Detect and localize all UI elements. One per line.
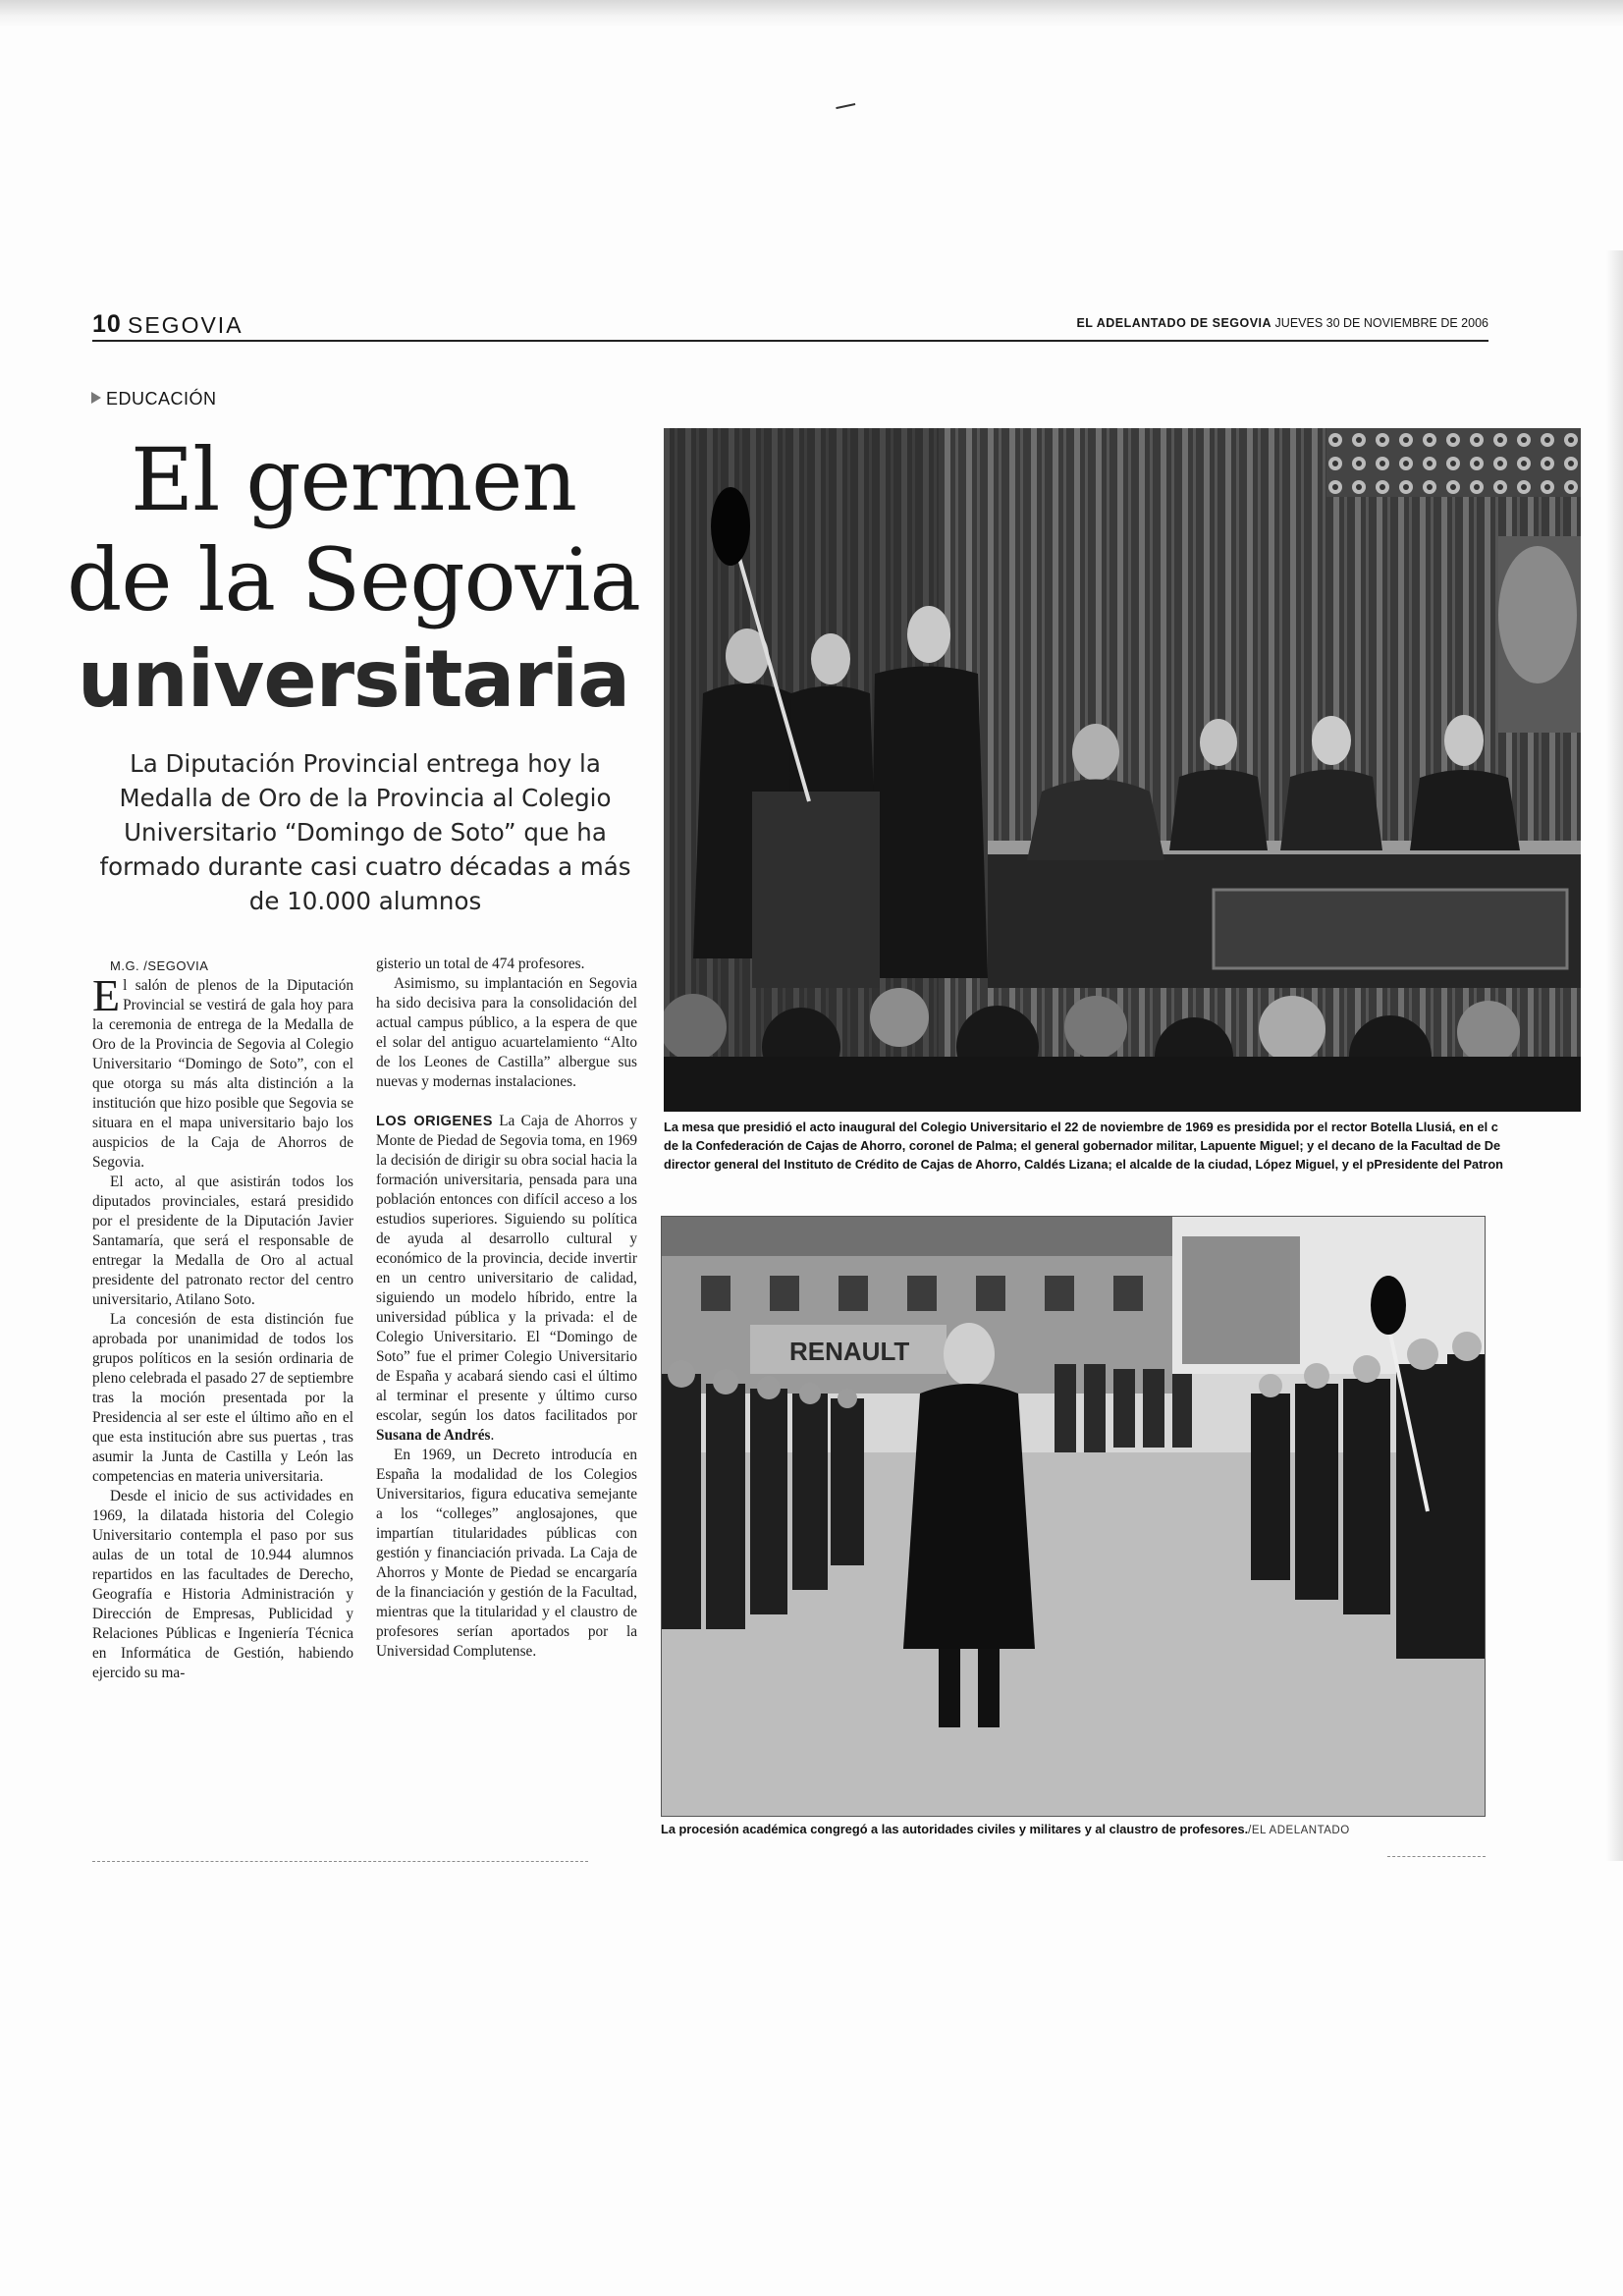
- source-name: Susana de Andrés: [376, 1427, 491, 1444]
- shop-sign-text: RENAULT: [789, 1337, 910, 1366]
- procession-photo: [661, 1216, 1486, 1817]
- paragraph: LOS ORIGENES La Caja de Ahorros y Monte de Piedad de Segovia toma, en 1969 la decisión de dirigir su obra social hacia la formación universitaria, pensada para una población entonces con difícil acceso a los estudios superiores. Siguiendo su política de ayuda al desarrollo cultural y económico de la provincia, decide invertir en un centro universitario de calidad, siguiendo un modelo híbrido, entre la universidad pública y la privada: el de Colegio Universitario. El “Domingo de Soto” fue el primer Colegio Universitario de España y acabará siendo casi el último al terminar el presente y último curso escolar, según los datos facilitados por Susana de Andrés.: [376, 1113, 637, 1444]
- drop-cap: E: [92, 970, 121, 1020]
- section-name: SEGOVIA: [128, 312, 243, 338]
- caption-text: La procesión académica congregó a las autoridades civiles y militares y al claustro de profesores.: [661, 1822, 1249, 1836]
- paragraph-text: l salón de plenos de la Diputación Provincial se vestirá de gala hoy para la ceremonia de entrega de la Medalla de Oro de la Provincia de Segovia al Colegio Universitario “Domingo de Soto”, con el que otorga su más alta distinción a la institución que hizo posible que Segovia se situara en el mapa universitario bajo los auspicios de la Caja de Ahorros de Segovia.: [92, 977, 353, 1171]
- caption-line: de la Confederación de Cajas de Ahorro, coronel de Palma; el general gobernador militar, Lapuente Miguel; y el decano de la Facultad de De: [664, 1138, 1501, 1153]
- byline: M.G. /SEGOVIA: [110, 958, 209, 973]
- triangle-bullet-icon: [91, 392, 101, 404]
- newspaper-name: EL ADELANTADO DE SEGOVIA: [1076, 316, 1272, 330]
- inauguration-photo-graphic: [664, 428, 1581, 1112]
- procession-photo-graphic: [662, 1217, 1485, 1816]
- article-column-1: [92, 957, 353, 1683]
- photo-credit: /EL ADELANTADO: [1248, 1825, 1350, 1836]
- standfirst: La Diputación Provincial entrega hoy la Medalla de Oro de la Provincia al Colegio Universitario “Domingo de Soto” que ha formado durante casi cuatro décadas a más de 10.000 alumnos: [99, 749, 631, 915]
- paragraph: En 1969, un Decreto introducía en España la modalidad de los Colegios Universitarios, figura educativa semejante a los “colleges” anglosajones, que impartían titularidades públicas con gestión y financiación privada. La Caja de Ahorros y Monte de Piedad se encargaría de la financiación y gestión de la Facultad, mientras que la titularidad y el claustro de profesores serían aportados por la Universidad Complutense.: [376, 1447, 637, 1660]
- running-head: [92, 306, 1488, 340]
- headline-line-2: de la Segovia: [67, 529, 640, 630]
- header-rule: [92, 340, 1488, 342]
- paragraph: Desde el inicio de sus actividades en 1969, la dilatada historia del Colegio Universitario contempla el paso por sus aulas de un total de 10.944 alumnos repartidos en las facultades de Derecho, Geografía e Historia Administración y Dirección de Empresas, Publicidad y Relaciones Públicas e Ingeniería Técnica en Informática de Gestión, habiendo ejercido su ma-: [92, 1488, 353, 1681]
- newspaper-dateline: [1076, 316, 1488, 330]
- paragraph-text: La Caja de Ahorros y Monte de Piedad de Segovia toma, en 1969 la decisión de dirigir su obra social hacia la formación universitaria, pensada para una población entonces con difícil acceso a los estudios superiores. Siguiendo su política de ayuda al desarrollo cultural y económico de la provincia, decide invertir en un centro universitario de calidad, siguiendo un modelo híbrido, entre la universidad pública y la privada: el de Colegio Universitario. El “Domingo de Soto” fue el primer Colegio Universitario de España y acabará siendo casi el último al terminar el presente y último curso escolar, según los datos facilitados por: [376, 1113, 637, 1424]
- scan-speck: [836, 103, 856, 116]
- scan-shadow-right: [1606, 250, 1623, 1861]
- caption-line: La mesa que presidió el acto inaugural del Colegio Universitario el 22 de noviembre de 1969 es presidida por el rector Botella Llusiá, en el c: [664, 1120, 1498, 1134]
- page-number: 10: [92, 310, 122, 338]
- paragraph: El acto, al que asistirán todos los diputados provinciales, estará presidido por el presidente de la Diputación Javier Santamaría, que será el responsable de entregar la Medalla de Oro al actual presidente del patronato rector del centro universitario, Atilano Soto.: [92, 1174, 353, 1308]
- page-foot-rule: [1387, 1856, 1486, 1857]
- issue-date: JUEVES 30 DE NOVIEMBRE DE 2006: [1274, 316, 1488, 330]
- paragraph: gisterio un total de 474 profesores.: [376, 956, 585, 972]
- kicker-text: EDUCACIÓN: [106, 389, 217, 409]
- column-foot-rule: [92, 1861, 588, 1862]
- paragraph: [92, 970, 353, 1173]
- headline-line-1: El germen: [130, 429, 577, 530]
- section-kicker: [91, 389, 217, 410]
- photo-caption-bottom: [661, 1820, 1484, 1840]
- caption-line: director general del Instituto de Crédito de Cajas de Ahorro, Caldés Lizana; el alcalde de la ciudad, López Miguel, y el pPresidente del Patron: [664, 1157, 1503, 1172]
- photo-caption-top: [664, 1118, 1581, 1174]
- article-column-2: [376, 955, 637, 1662]
- paragraph: La concesión de esta distinción fue aprobada por unanimidad de todos los grupos políticos en la sesión ordinaria de pleno celebrada el pasado 27 de septiembre tras la moción presentada por la Presidencia al ser este el último año en el que esta institución abre sus puertas , tras asumir la Junta de Castilla y León las competencias en materia universitaria.: [92, 1311, 353, 1485]
- headline: [59, 430, 648, 729]
- paragraph: Asimismo, su implantación en Segovia ha sido decisiva para la consolidación del actual campus público, a la espera de que el solar del antiguo acuartelamiento “Alto de los Leones de Castilla” albergue sus nuevas y modernas instalaciones.: [376, 975, 637, 1090]
- inauguration-photo: [664, 428, 1581, 1112]
- scan-shadow-top: [0, 0, 1623, 27]
- headline-line-3: universitaria: [77, 633, 630, 725]
- subhead: LOS ORIGENES: [376, 1114, 493, 1129]
